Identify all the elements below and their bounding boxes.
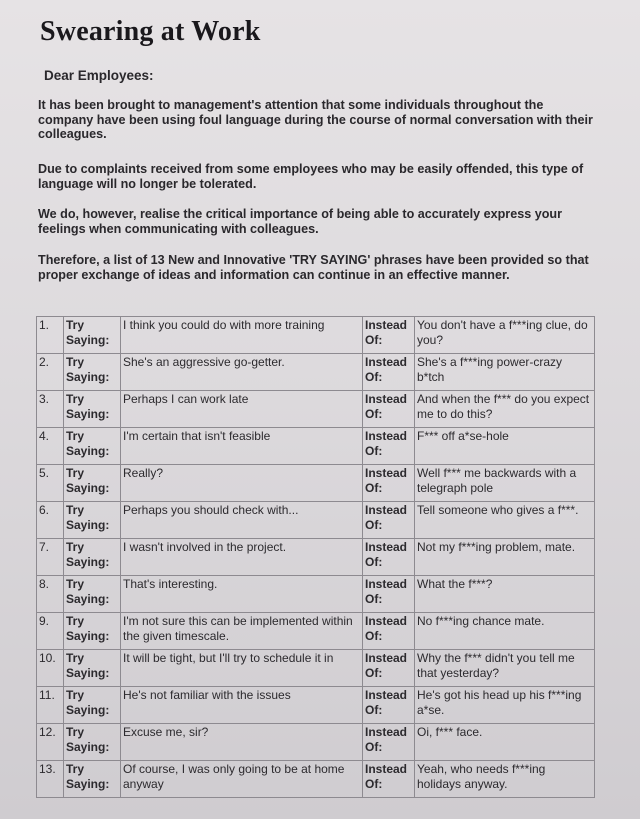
- try-label: Try: [66, 651, 85, 665]
- phrase-row: [37, 576, 595, 613]
- salutation: Dear Employees:: [44, 68, 154, 83]
- phrase-row: [37, 539, 595, 576]
- row-number: 8.: [37, 576, 64, 613]
- try-saying-label: [64, 502, 121, 539]
- try-saying-label: [64, 539, 121, 576]
- row-number: 9.: [37, 613, 64, 650]
- instead-of-label: [363, 391, 415, 428]
- instead-of-label: [363, 465, 415, 502]
- try-saying-label: [64, 613, 121, 650]
- of-label: Of:: [365, 444, 383, 458]
- saying-label: Saying:: [66, 629, 110, 643]
- instead-of-label: [363, 576, 415, 613]
- try-saying-label: [64, 428, 121, 465]
- try-saying-label: [64, 317, 121, 354]
- try-label: Try: [66, 392, 85, 406]
- try-saying-text: He's not familiar with the issues: [121, 687, 363, 724]
- phrase-row: [37, 502, 595, 539]
- saying-label: Saying:: [66, 592, 110, 606]
- phrase-row: [37, 465, 595, 502]
- try-label: Try: [66, 429, 85, 443]
- instead-of-text: Yeah, who needs f***ing holidays anyway.: [415, 761, 595, 798]
- try-label: Try: [66, 466, 85, 480]
- try-saying-text: I'm certain that isn't feasible: [121, 428, 363, 465]
- instead-label: Instead: [365, 429, 408, 443]
- row-number: 12.: [37, 724, 64, 761]
- instead-of-text: Oi, f*** face.: [415, 724, 595, 761]
- instead-of-text: Well f*** me backwards with a telegraph pole: [415, 465, 595, 502]
- try-label: Try: [66, 614, 85, 628]
- try-label: Try: [66, 355, 85, 369]
- instead-of-text: F*** off a*se-hole: [415, 428, 595, 465]
- paragraph-4: Therefore, a list of 13 New and Innovative 'TRY SAYING' phrases have been provided so that proper exchange of ideas and information can continue in an effective manner.: [38, 253, 589, 282]
- paragraph-2: Due to complaints received from some employees who may be easily offended, this type of language will no longer be tolerated.: [38, 162, 584, 191]
- phrase-row: [37, 391, 595, 428]
- saying-label: Saying:: [66, 444, 110, 458]
- of-label: Of:: [365, 666, 383, 680]
- try-label: Try: [66, 503, 85, 517]
- instead-label: Instead: [365, 355, 408, 369]
- instead-of-text: Not my f***ing problem, mate.: [415, 539, 595, 576]
- saying-label: Saying:: [66, 370, 110, 384]
- saying-label: Saying:: [66, 481, 110, 495]
- instead-label: Instead: [365, 725, 408, 739]
- try-saying-text: I think you could do with more training: [121, 317, 363, 354]
- instead-of-label: [363, 687, 415, 724]
- instead-of-label: [363, 724, 415, 761]
- try-saying-label: [64, 687, 121, 724]
- paragraph-3: We do, however, realise the critical importance of being able to accurately express your feelings when communicating with colleagues.: [38, 207, 562, 236]
- row-number: 1.: [37, 317, 64, 354]
- saying-label: Saying:: [66, 333, 110, 347]
- try-saying-label: [64, 391, 121, 428]
- instead-label: Instead: [365, 503, 408, 517]
- row-number: 13.: [37, 761, 64, 798]
- row-number: 2.: [37, 354, 64, 391]
- instead-of-label: [363, 761, 415, 798]
- saying-label: Saying:: [66, 740, 110, 754]
- phrase-row: [37, 687, 595, 724]
- instead-of-label: [363, 539, 415, 576]
- instead-of-text: You don't have a f***ing clue, do you?: [415, 317, 595, 354]
- saying-label: Saying:: [66, 407, 110, 421]
- try-label: Try: [66, 577, 85, 591]
- try-saying-text: That's interesting.: [121, 576, 363, 613]
- instead-label: Instead: [365, 577, 408, 591]
- instead-of-text: She's a f***ing power-crazy b*tch: [415, 354, 595, 391]
- instead-of-label: [363, 650, 415, 687]
- instead-of-label: [363, 502, 415, 539]
- row-number: 5.: [37, 465, 64, 502]
- of-label: Of:: [365, 481, 383, 495]
- instead-of-text: No f***ing chance mate.: [415, 613, 595, 650]
- try-saying-text: I'm not sure this can be implemented within the given timescale.: [121, 613, 363, 650]
- try-saying-text: It will be tight, but I'll try to schedule it in: [121, 650, 363, 687]
- row-number: 6.: [37, 502, 64, 539]
- of-label: Of:: [365, 407, 383, 421]
- of-label: Of:: [365, 555, 383, 569]
- try-label: Try: [66, 762, 85, 776]
- try-label: Try: [66, 725, 85, 739]
- try-label: Try: [66, 318, 85, 332]
- memo-title: Swearing at Work: [40, 16, 261, 47]
- instead-label: Instead: [365, 688, 408, 702]
- phrase-row: [37, 428, 595, 465]
- try-saying-text: Perhaps you should check with...: [121, 502, 363, 539]
- phrases-table: [36, 316, 595, 798]
- saying-label: Saying:: [66, 518, 110, 532]
- phrases-table-body: [37, 317, 595, 798]
- row-number: 11.: [37, 687, 64, 724]
- try-label: Try: [66, 688, 85, 702]
- instead-of-text: Tell someone who gives a f***.: [415, 502, 595, 539]
- paragraph-1: It has been brought to management's attention that some individuals throughout the company have been using foul language during the course of normal conversation with their colleagues.: [38, 98, 593, 141]
- instead-of-text: Why the f*** didn't you tell me that yesterday?: [415, 650, 595, 687]
- try-saying-text: I wasn't involved in the project.: [121, 539, 363, 576]
- of-label: Of:: [365, 777, 383, 791]
- of-label: Of:: [365, 629, 383, 643]
- of-label: Of:: [365, 740, 383, 754]
- try-label: Try: [66, 540, 85, 554]
- try-saying-label: [64, 724, 121, 761]
- try-saying-text: Of course, I was only going to be at home anyway: [121, 761, 363, 798]
- of-label: Of:: [365, 333, 383, 347]
- instead-of-text: What the f***?: [415, 576, 595, 613]
- phrase-row: [37, 761, 595, 798]
- instead-label: Instead: [365, 614, 408, 628]
- of-label: Of:: [365, 703, 383, 717]
- instead-label: Instead: [365, 392, 408, 406]
- try-saying-text: Perhaps I can work late: [121, 391, 363, 428]
- try-saying-text: Excuse me, sir?: [121, 724, 363, 761]
- try-saying-text: She's an aggressive go-getter.: [121, 354, 363, 391]
- saying-label: Saying:: [66, 555, 110, 569]
- row-number: 4.: [37, 428, 64, 465]
- instead-label: Instead: [365, 762, 408, 776]
- instead-of-text: He's got his head up his f***ing a*se.: [415, 687, 595, 724]
- phrase-row: [37, 724, 595, 761]
- phrase-row: [37, 650, 595, 687]
- instead-of-label: [363, 428, 415, 465]
- instead-of-label: [363, 354, 415, 391]
- try-saying-label: [64, 465, 121, 502]
- phrase-row: [37, 354, 595, 391]
- try-saying-label: [64, 354, 121, 391]
- row-number: 3.: [37, 391, 64, 428]
- try-saying-label: [64, 576, 121, 613]
- saying-label: Saying:: [66, 666, 110, 680]
- instead-of-text: And when the f*** do you expect me to do this?: [415, 391, 595, 428]
- saying-label: Saying:: [66, 777, 110, 791]
- of-label: Of:: [365, 518, 383, 532]
- instead-of-label: [363, 317, 415, 354]
- instead-label: Instead: [365, 466, 408, 480]
- row-number: 7.: [37, 539, 64, 576]
- instead-label: Instead: [365, 318, 408, 332]
- row-number: 10.: [37, 650, 64, 687]
- instead-label: Instead: [365, 540, 408, 554]
- try-saying-label: [64, 650, 121, 687]
- try-saying-label: [64, 761, 121, 798]
- of-label: Of:: [365, 592, 383, 606]
- instead-label: Instead: [365, 651, 408, 665]
- phrase-row: [37, 317, 595, 354]
- phrase-row: [37, 613, 595, 650]
- of-label: Of:: [365, 370, 383, 384]
- saying-label: Saying:: [66, 703, 110, 717]
- instead-of-label: [363, 613, 415, 650]
- try-saying-text: Really?: [121, 465, 363, 502]
